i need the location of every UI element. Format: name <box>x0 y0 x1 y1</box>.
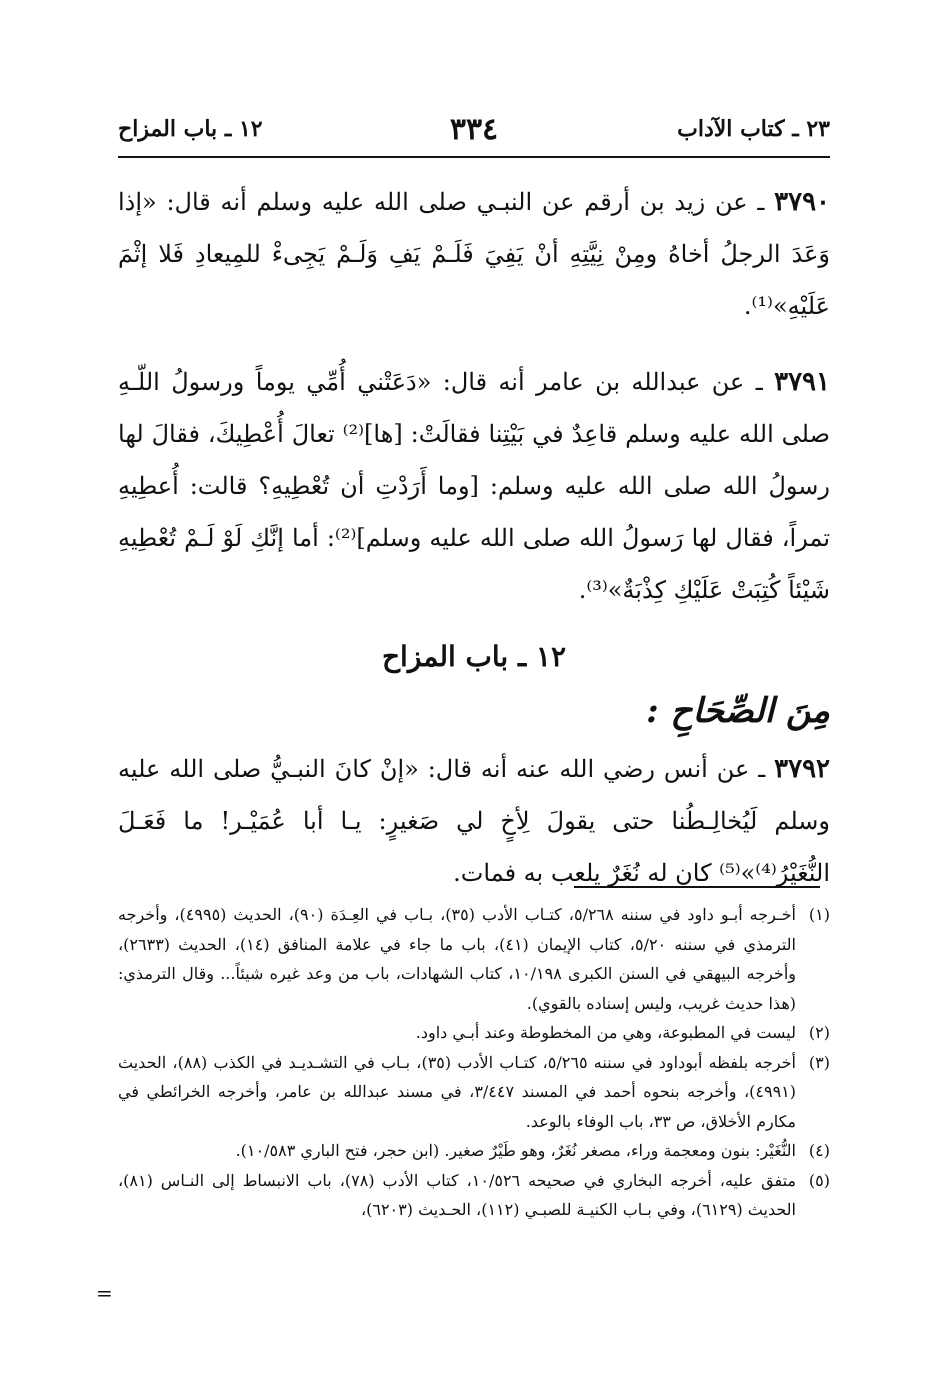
footnote-number: (٢) <box>808 1023 830 1042</box>
continuation-mark: = <box>96 1281 113 1305</box>
header-divider <box>118 156 830 158</box>
footnote-number: (٥) <box>808 1170 830 1190</box>
footnote <box>118 1048 830 1137</box>
footnote-text: أخرجه بلفظه أبوداود في سننه ٥/٢٦٥، كتـاب الأدب (٣٥)، بـاب في التشـديـد في الكذب (٨٨)، الحديث (٤٩٩١)، وأخرجه بنحوه أحمد في المسند ٣/٤٤٧، في مسند عبدالله بن عامر، وأخرجه الخرائطي في مكارم الأخلاق، ص ٣٣، باب الوفاء بالوعد. <box>118 1052 797 1131</box>
main-text <box>118 176 830 923</box>
page-number: ٣٣٤ <box>449 112 499 147</box>
footnotes <box>118 900 830 1225</box>
hadith-text: ـ عن زيد بن أرقم عن النبـي صلى الله عليه وسلم أنه قال: «إذا وَعَدَ الرجلُ أخاهُ ومِنْ نِيَّتِهِ أنْ يَفِيَ فَلَـمْ يَفِ وَلَـمْ يَجِىءْ للمِيعادِ فَلا إثْمَ عَلَيْهِ»⁽¹⁾. <box>118 188 830 320</box>
footnote-text: أخـرجه أبـو داود في سننه ٥/٢٦٨، كتـاب الأدب (٣٥)، بـاب في العِـدَة (٩٠)، الحديث (٤٩٩٥)، وأخرجه الترمذي في سننه ٥/٢٠، كتاب الإيمان (٤١)، باب ما جاء في علامة المنافق (١٤)، الحديث (٢٦٣٣)، وأخرجه البيهقي في السنن الكبرى ١٠/١٩٨، كتاب الشهادات، باب من وعد غيره شيئاً... وقال الترمذي: (هذا حديث غريب، وليس إسناده بالقوي). <box>118 905 797 1013</box>
hadith-3791 <box>118 356 830 616</box>
running-header <box>118 112 830 156</box>
chapter-title: ١٢ ـ باب المزاح <box>381 640 566 673</box>
section-heading-sihah: مِنَ الصِّحَاحِ : <box>646 691 830 731</box>
hadith-3790 <box>118 176 830 332</box>
hadith-number: ٣٧٩٠ <box>774 187 830 217</box>
hadith-text: ـ عن أنس رضي الله عنه أنه قال: «إنْ كانَ النبـيُّ صلى الله عليه وسلم لَيُخالِـطُنا حتى يقولَ لِأخٍ لي صَغيرٍ: يـا أبا عُمَيْـر! ما فَعَـلَ النُّغَيْرُ⁽⁴⁾»⁽⁵⁾ كان له نُغَرٌ يلعب به فمات. <box>118 755 830 887</box>
hadith-number: ٣٧٩١ <box>774 367 830 397</box>
hadith-3792 <box>118 743 830 899</box>
footnote-number: (٤) <box>808 1141 830 1160</box>
footnote-text: متفق عليه، أخرجه البخاري في صحيحه ١٠/٥٢٦، كتاب الأدب (٧٨)، باب الانبساط إلى النـاس (٨١)، الحديث (٦١٢٩)، وفي بـاب الكنيـة للصبـي (١١٢)، الحـديث (٦٢٠٣)، <box>118 1170 797 1219</box>
footnote <box>118 1136 830 1166</box>
footnote-number: (١) <box>808 905 830 924</box>
footnote <box>118 900 830 1018</box>
footnote <box>118 1018 830 1048</box>
footnote-text: ليست في المطبوعة، وهي من المخطوطة وعند أبـي داود. <box>415 1023 796 1042</box>
hadith-text: ـ عن عبدالله بن عامر أنه قال: «دَعَتْني أُمِّي يوماً ورسولُ اللّـهِ صلى الله عليه وسلم قاعِدٌ في بَيْتِنا فقالَتْ: [ها]⁽²⁾ تعالَ أُعْطِيكَ، فقالَ لها رسولُ الله صلى الله عليه وسلم: [وما أَرَدْتِ أن تُعْطِيهِ؟ قالت: أُعطِيهِ تمراً، فقال لها رَسولُ الله صلى الله عليه وسلم]⁽²⁾: أما إنَّكِ لَوْ لَـمْ تُعْطِيهِ شَيْئاً كُتِبَتْ عَلَيْكِ كِذْبَةٌ»⁽³⁾. <box>118 368 831 604</box>
footnote <box>118 1166 830 1225</box>
footnote-divider <box>574 886 820 888</box>
header-book-title: ٢٣ ـ كتاب الآداب <box>677 116 830 142</box>
header-chapter-title: ١٢ ـ باب المزاح <box>118 116 263 142</box>
hadith-number: ٣٧٩٢ <box>774 754 831 784</box>
footnote-text: النُّغَيْر: بنون ومعجمة وراء، مصغر نُغَرٌ، وهو طَيْرٌ صغير. (ابن حجر، فتح الباري ١٠/٥٨٣). <box>235 1141 796 1160</box>
footnote-number: (٣) <box>808 1052 830 1072</box>
